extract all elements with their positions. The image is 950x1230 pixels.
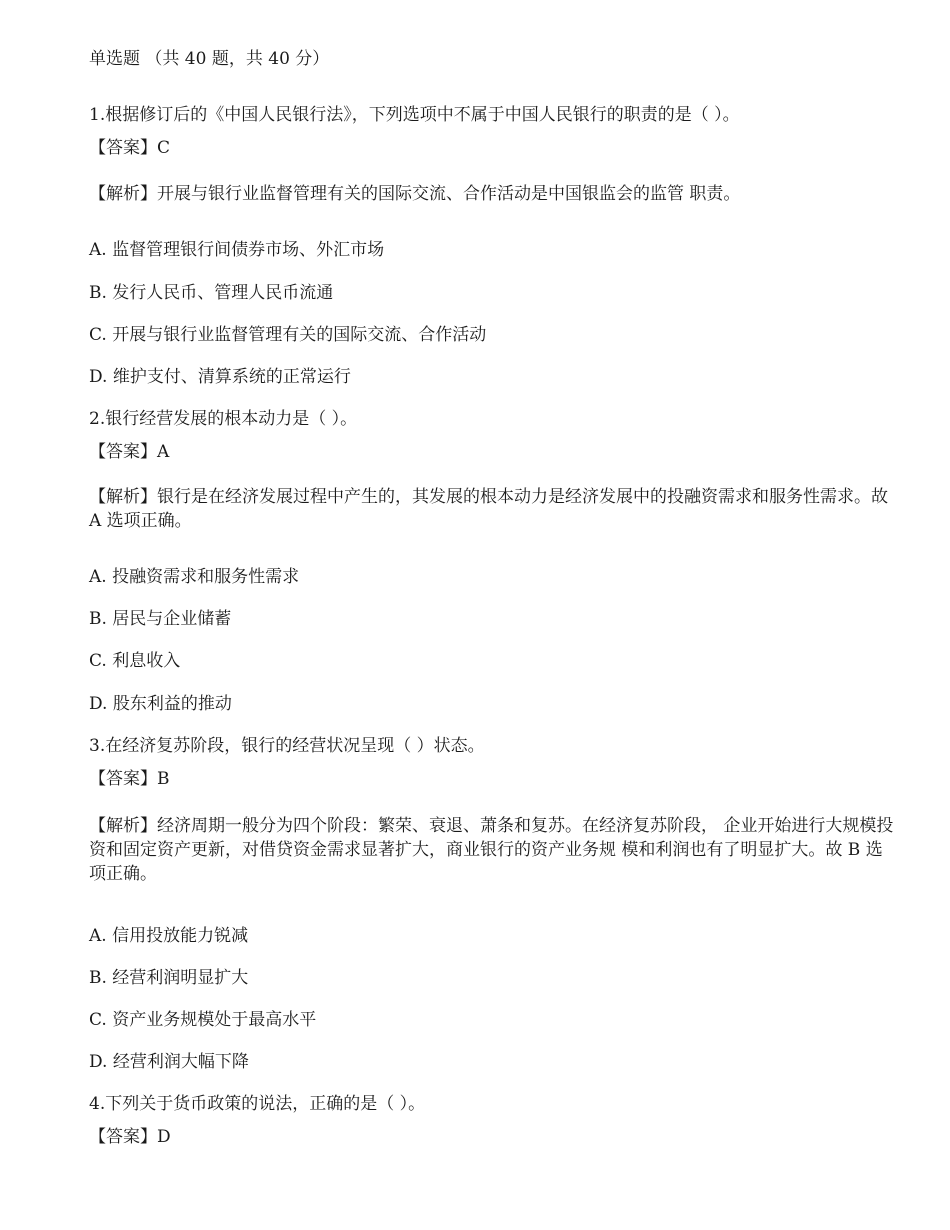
question-3-option-b: B. 经营利润明显扩大 [89, 968, 249, 988]
question-1-analysis: 【解析】开展与银行业监督管理有关的国际交流、合作活动是中国银监会的监管 职责。 [89, 184, 741, 204]
question-3-analysis: 【解析】经济周期一般分为四个阶段：繁荣、衰退、萧条和复苏。在经济复苏阶段， 企业开始进行大规模投资和固定资产更新，对借贷资金需求显著扩大，商业银行的资产业务规 模和利润也有了明显扩大。故 B 选项正确。 [89, 816, 894, 884]
question-2-option-c: C. 利息收入 [89, 651, 181, 671]
question-3-option-d: D. 经营利润大幅下降 [89, 1052, 249, 1072]
question-1-stem: 1.根据修订后的《中国人民银行法》，下列选项中不属于中国人民银行的职责的是（ ）。 [89, 105, 740, 125]
question-1-option-a: A. 监督管理银行间债券市场、外汇市场 [89, 240, 385, 260]
question-1-option-b: B. 发行人民币、管理人民币流通 [89, 283, 334, 303]
question-2-option-d: D. 股东利益的推动 [89, 694, 232, 714]
question-2-option-a: A. 投融资需求和服务性需求 [89, 567, 300, 587]
question-1-option-d: D. 维护支付、清算系统的正常运行 [89, 367, 351, 387]
section-header: 单选题 （共 40 题，共 40 分） [89, 49, 330, 69]
question-4-answer: 【答案】D [89, 1127, 171, 1147]
question-2-answer: 【答案】A [89, 442, 170, 462]
question-2-stem: 2.银行经营发展的根本动力是（ ）。 [89, 409, 358, 429]
question-1-answer: 【答案】C [89, 138, 171, 158]
question-3-option-c: C. 资产业务规模处于最高水平 [89, 1010, 317, 1030]
question-3-answer: 【答案】B [89, 769, 170, 789]
question-4-stem: 4.下列关于货币政策的说法，正确的是（ ）。 [89, 1094, 426, 1114]
question-2-analysis: 【解析】银行是在经济发展过程中产生的，其发展的根本动力是经济发展中的投融资需求和服务性需求。故 A 选项正确。 [89, 487, 888, 531]
question-2-option-b: B. 居民与企业储蓄 [89, 609, 232, 629]
question-3-option-a: A. 信用投放能力锐减 [89, 926, 249, 946]
question-1-option-c: C. 开展与银行业监督管理有关的国际交流、合作活动 [89, 325, 487, 345]
question-3-stem: 3.在经济复苏阶段，银行的经营状况呈现（ ）状态。 [89, 736, 485, 756]
